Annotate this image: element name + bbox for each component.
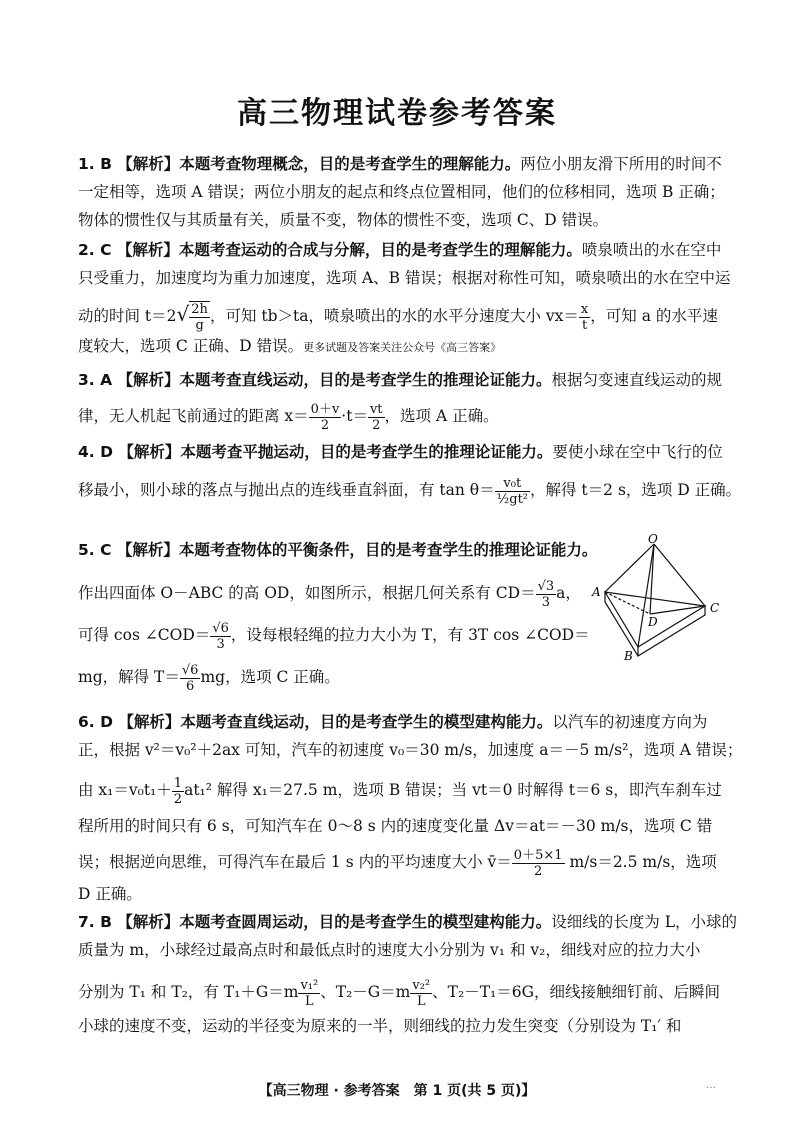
answer-6 — [78, 710, 743, 910]
answer-7-heading: 7. B 【解析】本题考查圆周运动，目的是考查学生的模型建构能力。 — [78, 913, 552, 931]
answer-7-line3a: 分别为 T₁ 和 T₂，有 T₁＋G＝m — [78, 983, 299, 1001]
answer-7 — [78, 910, 738, 1042]
page-footer: 【高三物理 · 参考答案 第 1 页(共 5 页)】 — [258, 1083, 536, 1099]
distance-fraction — [309, 402, 342, 433]
answer-6-heading: 6. D 【解析】本题考查直线运动，目的是考查学生的模型建构能力。 — [78, 713, 553, 731]
vt-fraction — [368, 402, 385, 433]
frac-num: v₀t — [503, 475, 522, 491]
answer-2 — [78, 238, 731, 362]
answer-7-line3c: 、T₂－T₁＝6G，细线接触细钉前、后瞬间 — [432, 983, 721, 1001]
answer-3 — [78, 368, 722, 436]
frac-num: 2h — [191, 302, 208, 317]
vx-fraction — [579, 302, 590, 333]
answer-4-heading: 4. D 【解析】本题考查平抛运动，目的是考查学生的推理论证能力。 — [78, 443, 553, 461]
answer-4-text: 要使小球在空中飞行的位 — [552, 443, 723, 461]
frac-num: v₁² — [300, 977, 319, 993]
answer-6-line4: 程所用的时间只有 6 s，可知汽车在 0～8 s 内的速度变化量 Δv＝at＝－30 m/s，选项 C 错 — [78, 817, 713, 835]
answer-5-line3a: 可得 cos ∠COD＝ — [78, 626, 211, 644]
label-d: D — [648, 615, 658, 629]
frac-num: vt — [369, 401, 383, 417]
frac-num: 0＋5×1 — [513, 847, 563, 863]
answer-3-line2b: ·t＝ — [341, 407, 368, 425]
frac-num: 1 — [173, 775, 183, 791]
label-o: O — [648, 534, 658, 546]
answer-2-line3c: ，可知 a 的水平速 — [590, 307, 718, 325]
answer-5-line4b: mg，选项 C 正确。 — [200, 668, 340, 686]
answer-6-line5a: 误；根据逆向思维，可得汽车在最后 1 s 内的平均速度大小 v̄＝ — [78, 853, 512, 871]
sqrt-icon: √ — [176, 302, 190, 326]
frac-den: ½gt² — [496, 491, 528, 507]
answer-5-line4a: mg，解得 T＝ — [78, 668, 180, 686]
answer-6-line3a: 由 x₁＝v₀t₁＋ — [78, 781, 172, 799]
answer-6-text: 以汽车的初速度方向为 — [552, 713, 708, 731]
frac-num: √6 — [212, 620, 229, 636]
answer-5-heading-text: 5. C 【解析】本题考查物体的平衡条件，目的是考查学生的推理论证能力。 — [78, 541, 598, 559]
answer-5 — [78, 538, 598, 698]
answer-3-line2a: 律，无人机起飞前通过的距离 x＝ — [78, 407, 309, 425]
answer-6-line2: 正，根据 v²＝v₀²＋2ax 可知，汽车的初速度 v₀＝30 m/s，加速度 a＝－5 m/s²，选项 A 错误； — [78, 741, 743, 759]
tan-fraction — [495, 476, 530, 507]
answer-3-text: 根据匀变速直线运动的规 — [551, 371, 722, 389]
frac-num: 0＋v — [310, 401, 340, 417]
frac-den: t — [579, 317, 590, 333]
frac-num: √6 — [181, 662, 199, 678]
frac-den: 3 — [536, 594, 557, 610]
answer-3-heading: 3. A 【解析】本题考查直线运动，目的是考查学生的推理论证能力。 — [78, 371, 552, 389]
answer-5-line3b: ，设每根轻绳的拉力大小为 T，有 3T cos ∠COD＝ — [230, 626, 590, 644]
v1-fraction — [298, 978, 320, 1009]
frac-den: 2 — [368, 417, 385, 433]
cd-fraction — [536, 579, 557, 610]
answer-5-line2b: a， — [556, 584, 581, 602]
answer-3-line2c: ，选项 A 正确。 — [384, 407, 499, 425]
answer-4-line2a: 移最小，则小球的落点与抛出点的连线垂直斜面，有 tan θ＝ — [78, 481, 495, 499]
answer-1-line3: 物体的惯性仅与其质量有关，质量不变，物体的惯性不变，选项 C、D 错误。 — [78, 211, 609, 229]
tension-fraction — [180, 663, 201, 694]
frac-den: L — [298, 993, 320, 1009]
avg-velocity-fraction — [512, 848, 565, 879]
answer-7-text: 设细线的长度为 L，小球的 — [551, 913, 738, 931]
frac-num: √3 — [537, 578, 555, 594]
answer-6-line5b: m/s＝2.5 m/s，选项 — [564, 853, 717, 871]
answer-1 — [78, 152, 725, 236]
answer-2-line3a: 动的时间 t＝2 — [78, 307, 177, 325]
answer-1-heading: 1. B 【解析】本题考查物理概念，目的是考查学生的理解能力。 — [78, 155, 521, 173]
tetrahedron-edges — [605, 544, 705, 656]
answer-6-line6: D 正确。 — [78, 885, 142, 903]
answer-7-line3b: 、T₂－G＝m — [320, 983, 411, 1001]
answer-4-line2b: ，解得 t＝2 s，选项 D 正确。 — [530, 481, 742, 499]
answer-2-heading: 2. C 【解析】本题考查运动的合成与分解，目的是考查学生的理解能力。 — [78, 241, 582, 259]
frac-den: 6 — [180, 678, 201, 694]
label-a: A — [592, 585, 601, 599]
answer-4 — [78, 440, 742, 512]
frac-den: 2 — [512, 863, 565, 879]
frac-den: 2 — [173, 791, 183, 807]
frac-den: g — [189, 317, 210, 333]
edge-oa — [605, 544, 654, 592]
cos-fraction — [210, 621, 231, 652]
answer-2-line4: 度较大，选项 C 正确、D 错误。 — [78, 337, 304, 355]
answer-2-line3b: ，可知 tb＞ta，喷泉喷出的水的水平分速度大小 vx＝ — [209, 307, 579, 325]
answer-7-line2: 质量为 m，小球经过最高点时和最低点时的速度大小分别为 v₁ 和 v₂，细线对应的拉力大小 — [78, 941, 701, 959]
sqrt-fraction — [189, 301, 210, 333]
page-title: 高三物理试卷参考答案 — [237, 96, 557, 131]
answer-5-line2a: 作出四面体 O－ABC 的高 OD，如图所示，根据几何关系有 CD＝ — [78, 584, 536, 602]
promo-note: 更多试题及答案关注公众号《高三答案》 — [303, 341, 502, 354]
answer-2-text: 喷泉喷出的水在空中 — [581, 241, 722, 259]
frac-num: v₂² — [412, 977, 431, 993]
answer-2-line2: 只受重力，加速度均为重力加速度，选项 A、B 错误；根据对称性可知，喷泉喷出的水在空中运 — [78, 269, 731, 287]
frac-den: 2 — [309, 417, 342, 433]
answer-7-line4: 小球的速度不变，运动的半径变为原来的一半，则细线的拉力发生突变（分别设为 T₁′ 和 — [78, 1017, 682, 1035]
label-c: C — [710, 601, 720, 615]
corner-mark: … — [706, 1080, 716, 1091]
answer-6-line3b: at₁² 解得 x₁＝27.5 m，选项 B 错误；当 vt＝0 时解得 t＝6 s，即汽车刹车过 — [184, 781, 722, 799]
v2-fraction — [410, 978, 432, 1009]
half-fraction — [172, 776, 184, 807]
frac-den: L — [410, 993, 432, 1009]
answer-5-heading — [78, 538, 598, 572]
edge-oc — [654, 544, 705, 606]
line-dc — [650, 606, 705, 614]
answer-1-text: 两位小朋友滑下所用的时间不 — [520, 155, 722, 173]
label-b: B — [624, 649, 633, 662]
tetrahedron-diagram — [590, 534, 730, 662]
frac-den: 3 — [210, 636, 231, 652]
frac-num: x — [580, 301, 589, 317]
answer-1-line2: 一定相等，选项 A 错误；两位小朋友的起点和终点位置相同，他们的位移相同，选项 B 正确； — [78, 183, 725, 201]
